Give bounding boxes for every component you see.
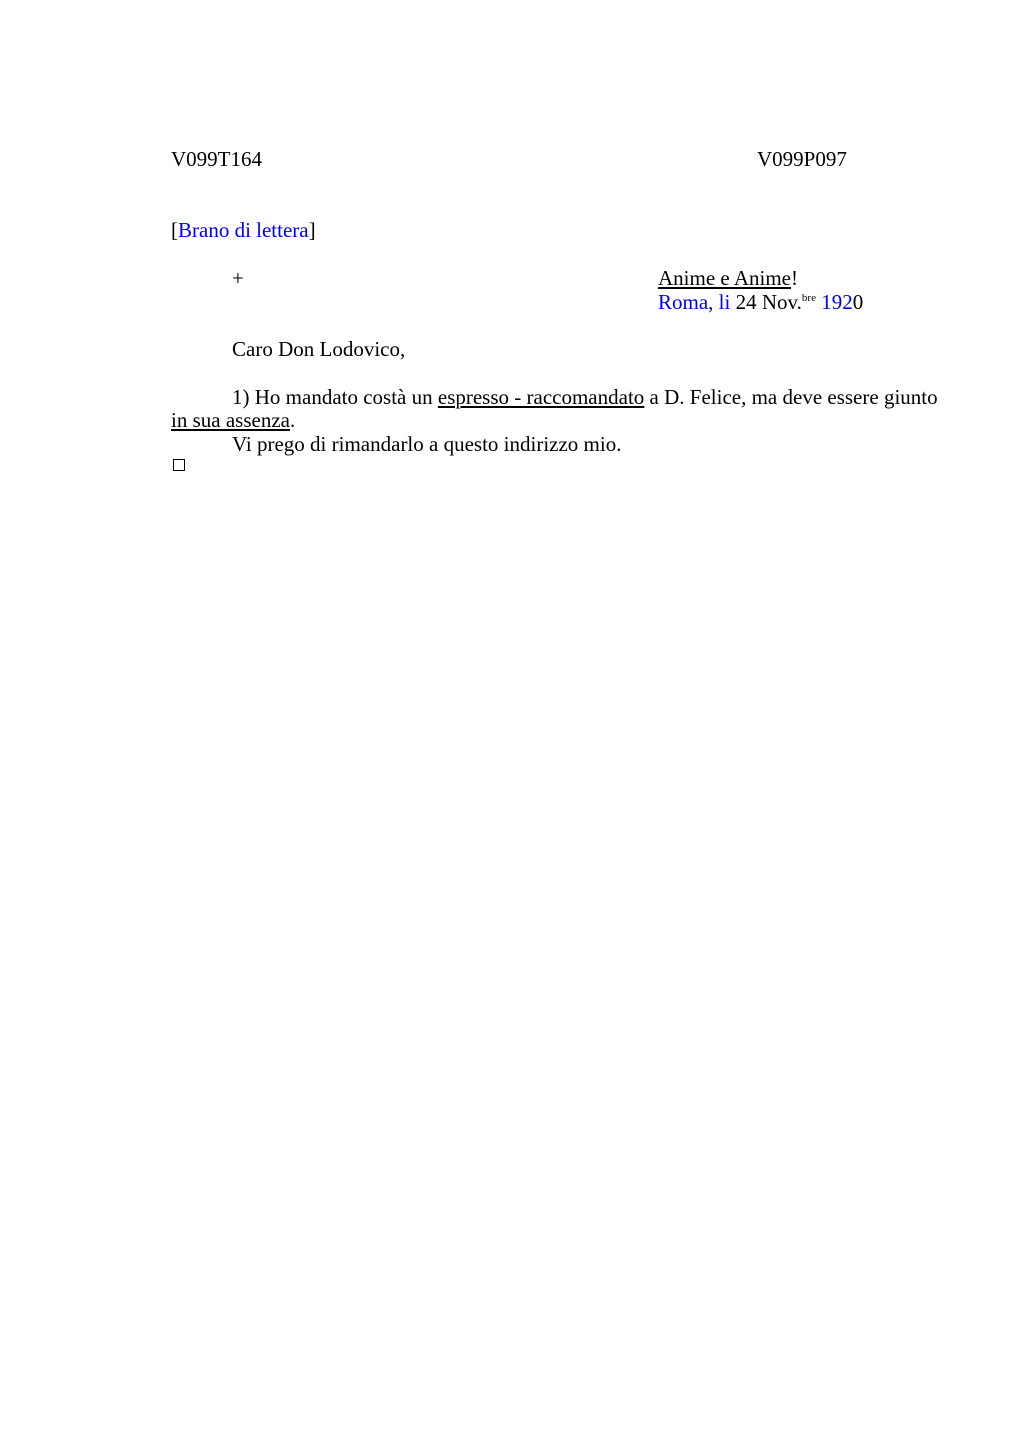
section-label-open-bracket: [	[171, 218, 178, 242]
paragraph-1-underlined-a: espresso - raccomandato	[437, 385, 645, 409]
paragraph-1-underlined-b: in sua assenza	[171, 408, 290, 432]
section-label-text: Brano di lettera	[178, 218, 309, 242]
paragraph-1-text-b: a D. Felice, ma deve essere giunto	[644, 385, 938, 409]
cross-mark: +	[232, 266, 244, 290]
dateline-year-prefix: 192	[815, 290, 853, 314]
section-label-close-bracket: ]	[308, 218, 316, 242]
paragraph-1-text-a: 1) Ho mandato costà un	[232, 385, 438, 409]
dateline	[658, 290, 863, 318]
dateline-place: Roma, li	[658, 290, 731, 314]
paragraph-1-line-2	[171, 408, 295, 432]
motto-text: Anime e Anime	[658, 266, 791, 290]
motto-punctuation: !	[790, 266, 798, 290]
paragraph-1-line-1	[232, 385, 938, 409]
paragraph-1-text-c: .	[289, 408, 296, 432]
section-label	[171, 218, 316, 242]
dateline-year-last-digit: 0	[852, 290, 864, 314]
square-icon	[173, 459, 185, 471]
dateline-day-month: 24 Nov.	[730, 290, 802, 314]
salutation: Caro Don Lodovico,	[232, 337, 406, 361]
paragraph-2: Vi prego di rimandarlo a questo indirizzo mio.	[232, 432, 622, 456]
document-code-right: V099P097	[757, 147, 847, 171]
motto	[658, 266, 798, 290]
dateline-month-suffix: bre	[801, 292, 816, 304]
document-code-left: V099T164	[171, 147, 262, 171]
